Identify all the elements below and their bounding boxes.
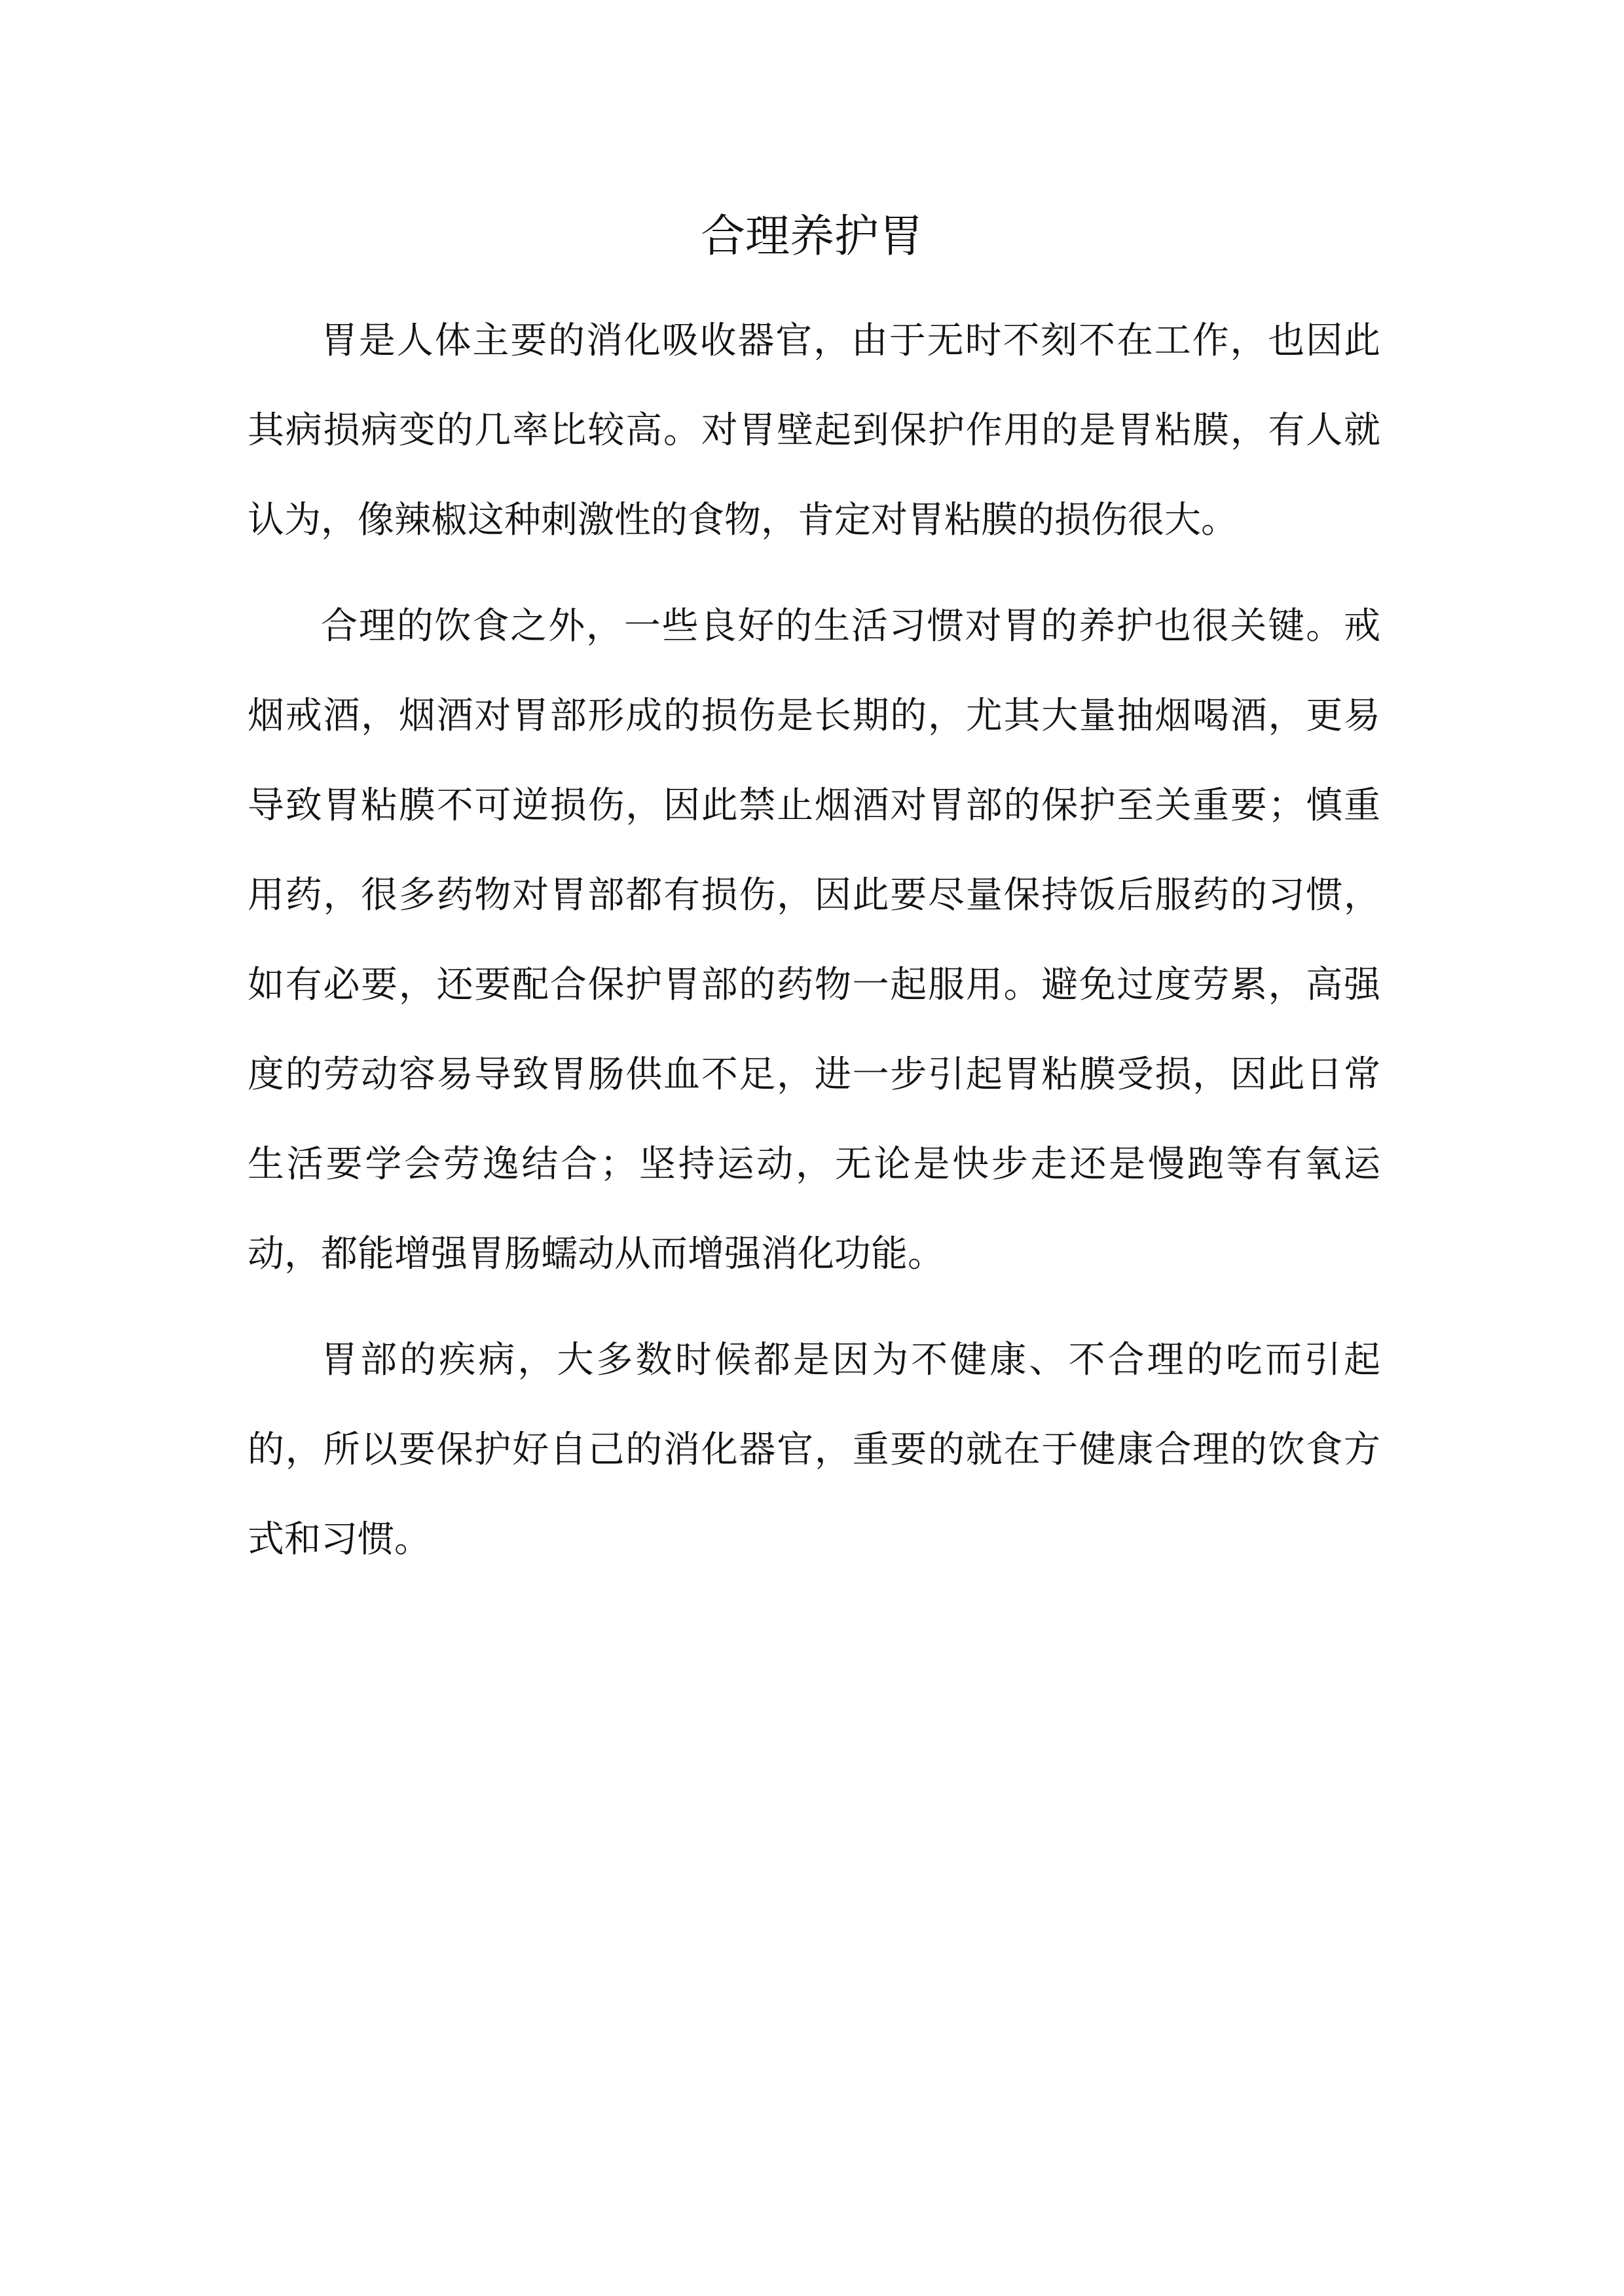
paragraph-2: 合理的饮食之外，一些良好的生活习惯对胃的养护也很关键。戒烟戒酒，烟酒对胃部形成的损伤是长期的，尤其大量抽烟喝酒，更易导致胃粘膜不可逆损伤，因此禁止烟酒对胃部的保护至关重要；慎重用药，很多药物对胃部都有损伤，因此要尽量保持饭后服药的习惯，如有必要，还要配合保护胃部的药物一起服用。避免过度劳累，高强度的劳动容易导致胃肠供血不足，进一步引起胃粘膜受损，因此日常生活要学会劳逸结合；坚持运动，无论是快步走还是慢跑等有氧运动，都能增强胃肠蠕动从而增强消化功能。 (248, 605, 1380, 1275)
paragraph-1: 胃是人体主要的消化吸收器官，由于无时不刻不在工作，也因此其病损病变的几率比较高。对胃壁起到保护作用的是胃粘膜，有人就认为，像辣椒这种刺激性的食物，肯定对胃粘膜的损伤很大。 (248, 319, 1380, 541)
document-body (248, 296, 1380, 1584)
paragraph-3: 胃部的疾病，大多数时候都是因为不健康、不合理的吃而引起的，所以要保护好自己的消化器官，重要的就在于健康合理的饮食方式和习惯。 (248, 1339, 1380, 1561)
document-title: 合理养护胃 (700, 211, 923, 263)
